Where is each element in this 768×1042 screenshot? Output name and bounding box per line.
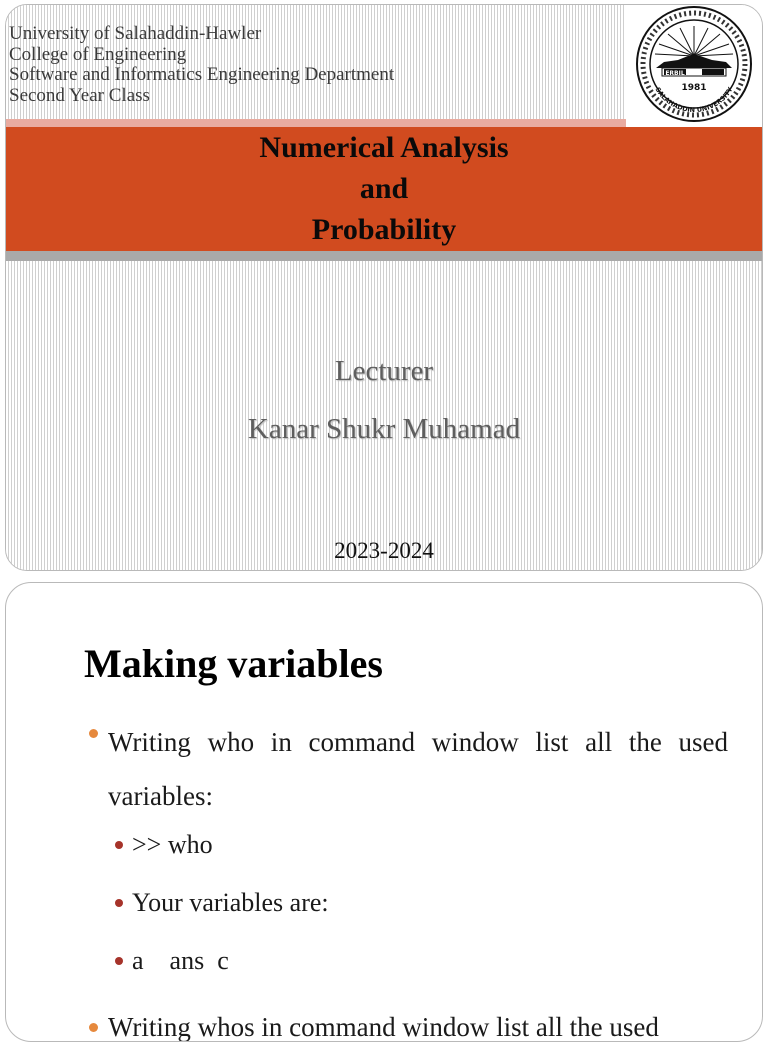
- institution-info: [9, 24, 394, 106]
- college-line: College of Engineering: [9, 43, 187, 65]
- sub-bullet-dot-icon: [115, 899, 123, 907]
- academic-year: 2023-2024: [334, 538, 434, 563]
- course-title-line-3: Probability: [311, 213, 457, 246]
- course-title-line-2: and: [359, 172, 409, 205]
- course-title-line-1: Numerical Analysis: [259, 131, 509, 164]
- sub-bullet-item: Your variables are:: [132, 888, 329, 917]
- accent-strip: [6, 119, 626, 127]
- logo-erbil-text: ERBIL: [665, 70, 685, 77]
- university-seal-icon: [628, 6, 760, 124]
- sub-bullet-item: >> who: [132, 830, 213, 859]
- department-line: Software and Informatics Engineering Department: [9, 64, 395, 85]
- university-line: University of Salahaddin-Hawler: [9, 23, 262, 44]
- lecturer-name: Kanar Shukr Muhamad: [247, 413, 521, 445]
- bullet-dot-icon: [89, 729, 98, 738]
- lecturer-label: Lecturer: [334, 355, 434, 387]
- class-line: Second Year Class: [9, 84, 150, 106]
- university-logo: [626, 5, 762, 125]
- bullet-dot-icon: [89, 1023, 98, 1032]
- logo-arc-text: SALAHADDIN UNIVERSITY: [653, 85, 735, 115]
- sub-bullet-dot-icon: [115, 957, 123, 965]
- content-slide: [5, 582, 763, 1042]
- bullet-item: Writing whos in command window list all the used: [108, 1012, 659, 1042]
- bullet-item: Writing who in command window list all the used variables:: [108, 727, 728, 811]
- sub-bullet-item: a ans c: [132, 946, 229, 975]
- logo-year-text: 1981: [681, 83, 707, 93]
- slide-heading: Making variables: [84, 641, 383, 686]
- course-title-band: [6, 127, 762, 251]
- sub-bullet-dot-icon: [115, 841, 123, 849]
- title-slide: [5, 4, 763, 571]
- divider-strip: [6, 251, 762, 261]
